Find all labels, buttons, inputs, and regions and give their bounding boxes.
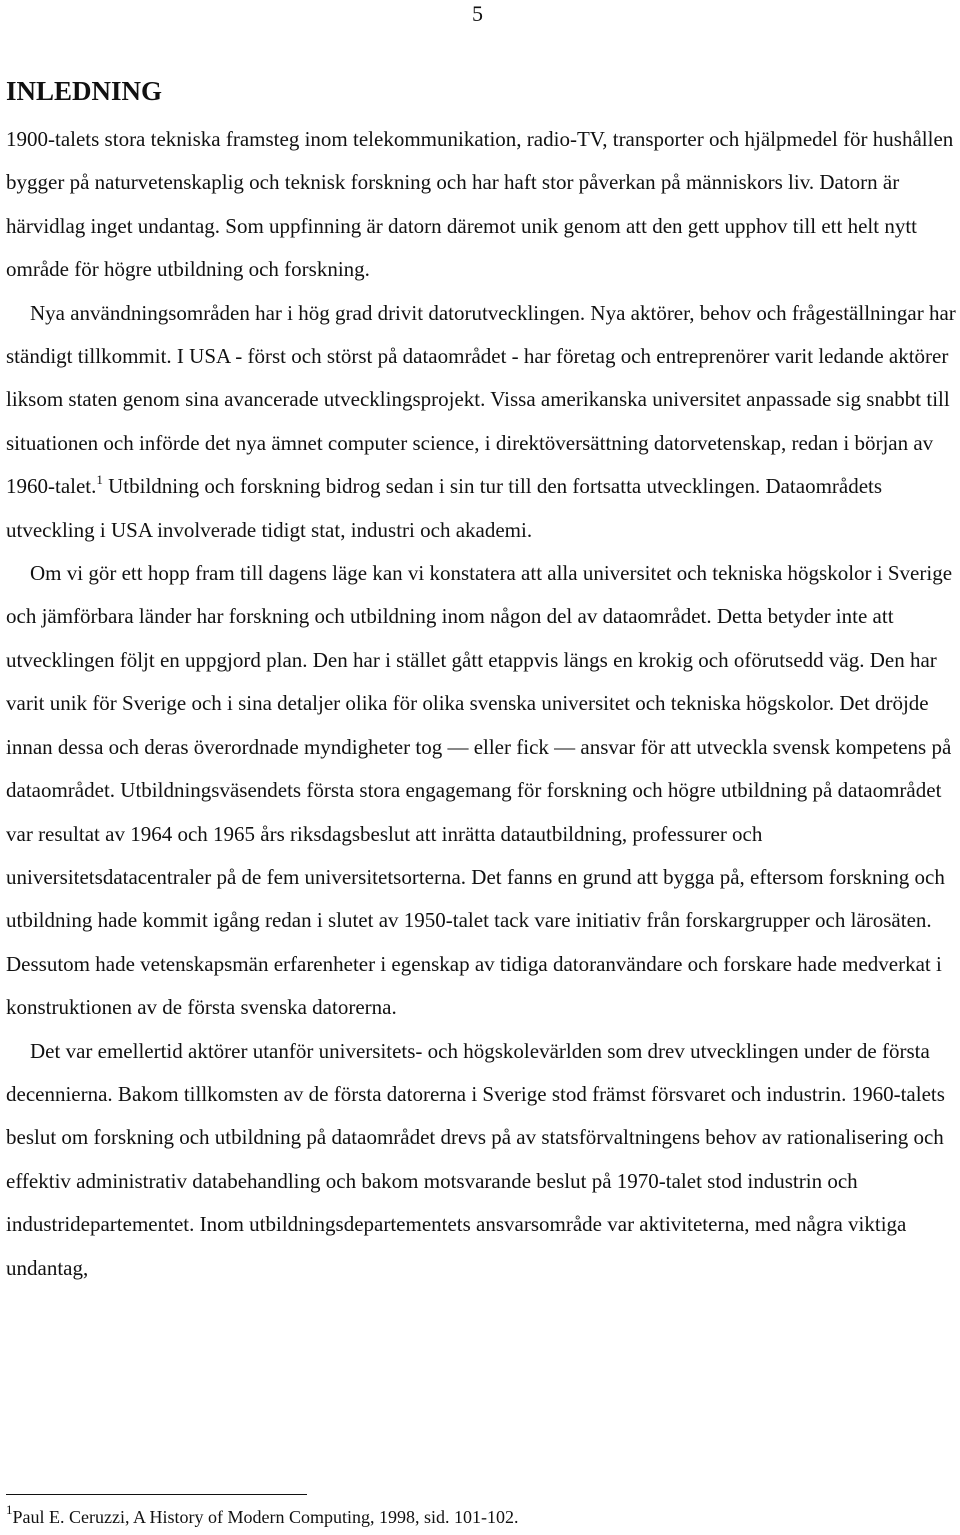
paragraph-4: Det var emellertid aktörer utanför universitets- och högskolevärlden som drev utvecklingen under de första decennierna. Bakom tillkomsten av de första datorerna i Sverige stod främst försvaret och industrin. 1960-talets beslut om forskning och utbildning på dataområdet drevs på av statsförvaltningens behov av rationalisering och effektiv administrativ databehandling och bakom motsvarande beslut på 1970-talet stod industrin och industridepartementet. Inom utbildningsdepartementets ansvarsområde var aktiviteterna, med några viktiga undantag,: [6, 1038, 945, 1280]
page-number: 5: [472, 1, 483, 26]
footnote-marker: 1: [6, 1502, 13, 1517]
footnote: [6, 1502, 519, 1528]
chapter-heading: INLEDNING: [6, 76, 163, 106]
paragraph-2-text-before-ref: Nya användningsområden har i hög grad drivit datorutvecklingen. Nya aktörer, behov och frågeställningar har ständigt tillkommit. I USA - först och störst på dataområdet - har företag och entreprenörer varit ledande aktörer liksom staten genom sina avancerade utvecklingsprojekt. Vissa amerikanska universitet anpassade sig snabbt till situationen och införde det nya ämnet computer science, i direktöversättning datorvetenskap, redan i början av 1960-talet.: [6, 300, 956, 499]
paragraph-2: [6, 292, 956, 552]
body-text: [6, 118, 956, 1290]
paragraph-3: Om vi gör ett hopp fram till dagens läge kan vi konstatera att alla universitet och tekniska högskolor i Sverige och jämförbara länder har forskning och utbildning inom någon del av dataområdet. Detta betyder inte att utvecklingen följt en uppgjord plan. Den har i stället gått etappvis längs en krokig och oförutsedd väg. Den har varit unik för Sverige och i sina detaljer olika för olika svenska universitet och tekniska högskolor. Det dröjde innan dessa och deras överordnade myndigheter tog — eller fick — ansvar för att utveckla svensk kompetens på dataområdet. Utbildningsväsendets första stora engagemang för forskning och högre utbildning på dataområdet var resultat av 1964 och 1965 års riksdagsbeslut att inrätta datautbildning, professurer och universitetsdatacentraler på de fem universitetsorterna. Det fanns en grund att bygga på, eftersom forskning och utbildning hade kommit igång redan i slutet av 1950-talet tack vare initiativ från forskargrupper och lärosäten. Dessutom hade vetenskapsmän erfarenheter i egenskap av tidiga datoranvändare och forskare hade medverkat i konstruktionen av de första svenska datorerna.: [6, 561, 953, 1020]
paragraph-1: 1900-talets stora tekniska framsteg inom telekommunikation, radio-TV, transporter och hjälpmedel för hushållen bygger på naturvetenskaplig och teknisk forskning och har haft stor påverkan på människors liv. Datorn är härvidlag inget undantag. Som uppfinning är datorn däremot unik genom att den gett upphov till ett helt nytt område för högre utbildning och forskning.: [6, 127, 954, 282]
footnote-reference-1[interactable]: 1: [96, 472, 103, 488]
footnote-text: Paul E. Ceruzzi, A History of Modern Computing, 1998, sid. 101-102.: [12, 1507, 519, 1527]
footnote-separator: [6, 1494, 307, 1495]
paragraph-2-text-after-ref: Utbildning och forskning bidrog sedan i sin tur till den fortsatta utvecklingen. Dataområdets utveckling i USA involverade tidigt stat, industri och akademi.: [6, 474, 883, 542]
